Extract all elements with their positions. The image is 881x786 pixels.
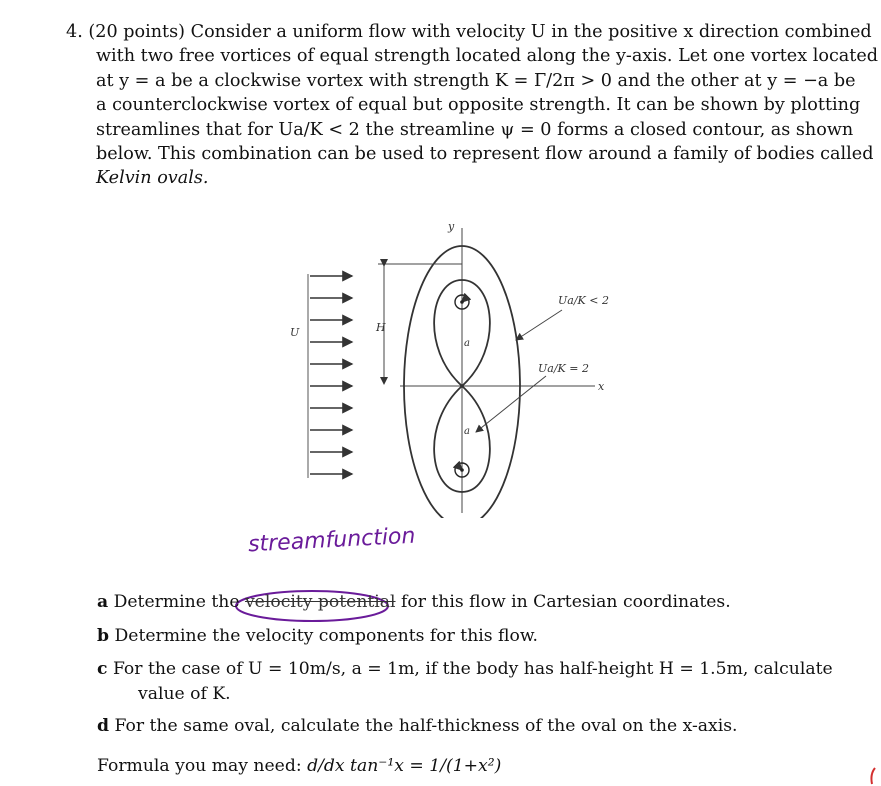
problem-line-4: a counterclockwise vortex of equal but opposite strength. It can be shown by plotting (96, 95, 861, 116)
ratio-less-label: Ua/K < 2 (558, 294, 609, 307)
problem-line-6: below. This combination can be used to represent flow around a family of bodies called (96, 144, 874, 165)
uniform-flow-arrows (310, 276, 352, 474)
problem-line-7: Kelvin ovals. (96, 168, 209, 189)
struck-text: velocity potential (244, 592, 396, 612)
leader-equal (476, 376, 546, 432)
corner-mark (866, 766, 878, 786)
y-axis-label: y (448, 220, 455, 233)
problem-line-1: 4. (20 points) Consider a uniform flow with velocity U in the positive x direction combined (66, 22, 872, 42)
a-label-top: a (464, 338, 470, 349)
problem-line-3: at y = a be a clockwise vortex with strength K = Γ/2π > 0 and the other at y = −a be (96, 70, 856, 91)
part-a-label: a (97, 592, 109, 612)
x-axis-label: x (598, 380, 605, 393)
formula (97, 756, 501, 776)
problem-points: (20 points) (88, 22, 186, 42)
part-a: a Determine the velocity potential for this flow in Cartesian coordinates. (97, 592, 731, 612)
kelvin-oval-figure (280, 218, 620, 518)
problem-line-2: with two free vortices of equal strength located along the y-axis. Let one vortex located (96, 46, 879, 67)
formula-expression: d/dx tan⁻¹x = 1/(1+x²) (307, 756, 502, 776)
problem-line-5: streamlines that for Ua/K < 2 the streamline ψ = 0 forms a closed contour, as shown (96, 119, 854, 140)
part-b-label: b (97, 626, 110, 646)
problem-number: 4. (66, 22, 83, 42)
u-label: U (290, 326, 300, 339)
a-label-bottom: a (464, 426, 470, 437)
leader-less (516, 310, 562, 340)
part-b: b Determine the velocity components for this flow. (97, 626, 539, 646)
ratio-equal-label: Ua/K = 2 (538, 362, 589, 375)
formula-prefix: Formula you may need: (97, 756, 302, 776)
part-d: d For the same oval, calculate the half-thickness of the oval on the x-axis. (97, 716, 738, 736)
part-c: c For the case of U = 10m/s, a = 1m, if the body has half-height H = 1.5m, calculate (97, 659, 833, 679)
problem-statement (66, 20, 879, 191)
part-c-label: c (97, 659, 108, 679)
h-label: H (376, 321, 386, 334)
part-c-line2: value of K. (138, 684, 231, 704)
handwritten-annotation: streamfunction (247, 523, 416, 558)
part-d-label: d (97, 716, 110, 736)
